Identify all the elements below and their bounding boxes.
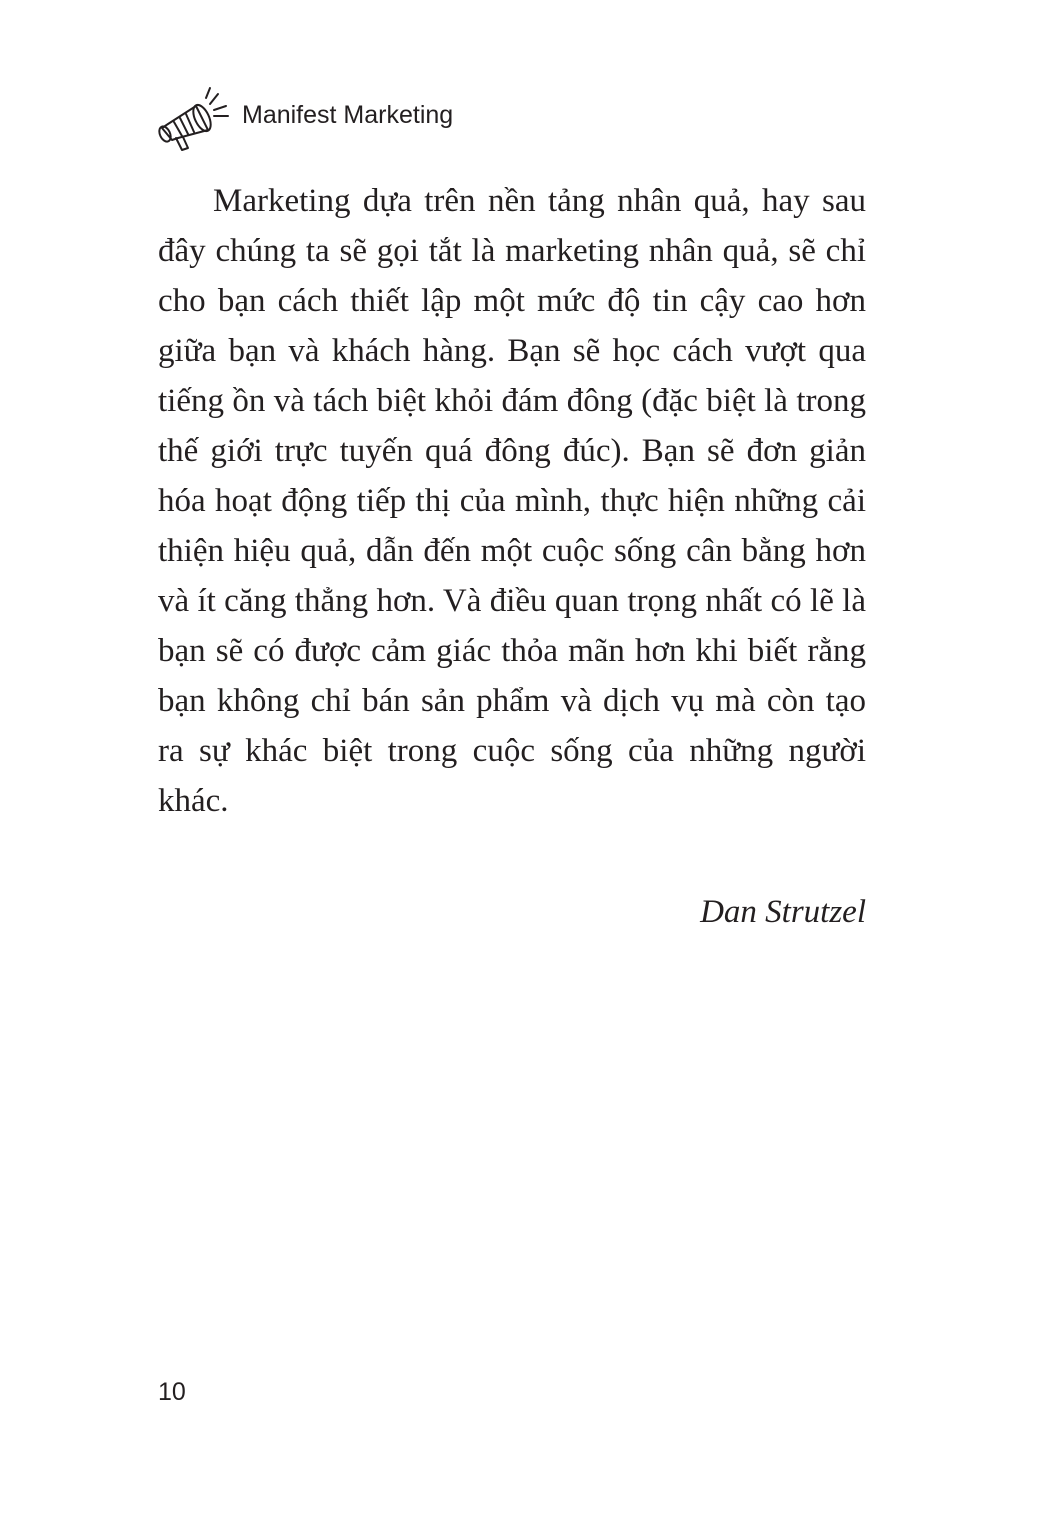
running-header <box>152 84 453 154</box>
page-number: 10 <box>158 1378 186 1406</box>
body-paragraph: Marketing dựa trên nền tảng nhân quả, hay sau đây chúng ta sẽ gọi tắt là marketing nhân quả, sẽ chỉ cho bạn cách thiết lập một mức độ tin cậy cao hơn giữa bạn và khách hàng. Bạn sẽ học cách vượt qua tiếng ồn và tách biệt khỏi đám đông (đặc biệt là trong thế giới trực tuyến quá đông đúc). Bạn sẽ đơn giản hóa hoạt động tiếp thị của mình, thực hiện những cải thiện hiệu quả, dẫn đến một cuộc sống cân bằng hơn và ít căng thẳng hơn. Và điều quan trọng nhất có lẽ là bạn sẽ có được cảm giác thỏa mãn hơn khi biết rằng bạn không chỉ bán sản phẩm và dịch vụ mà còn tạo ra sự khác biệt trong cuộc sống của những người khác. <box>158 183 866 819</box>
book-title: Manifest Marketing <box>242 100 454 129</box>
author-signature: Dan Strutzel <box>700 894 866 930</box>
megaphone-icon <box>152 84 232 154</box>
